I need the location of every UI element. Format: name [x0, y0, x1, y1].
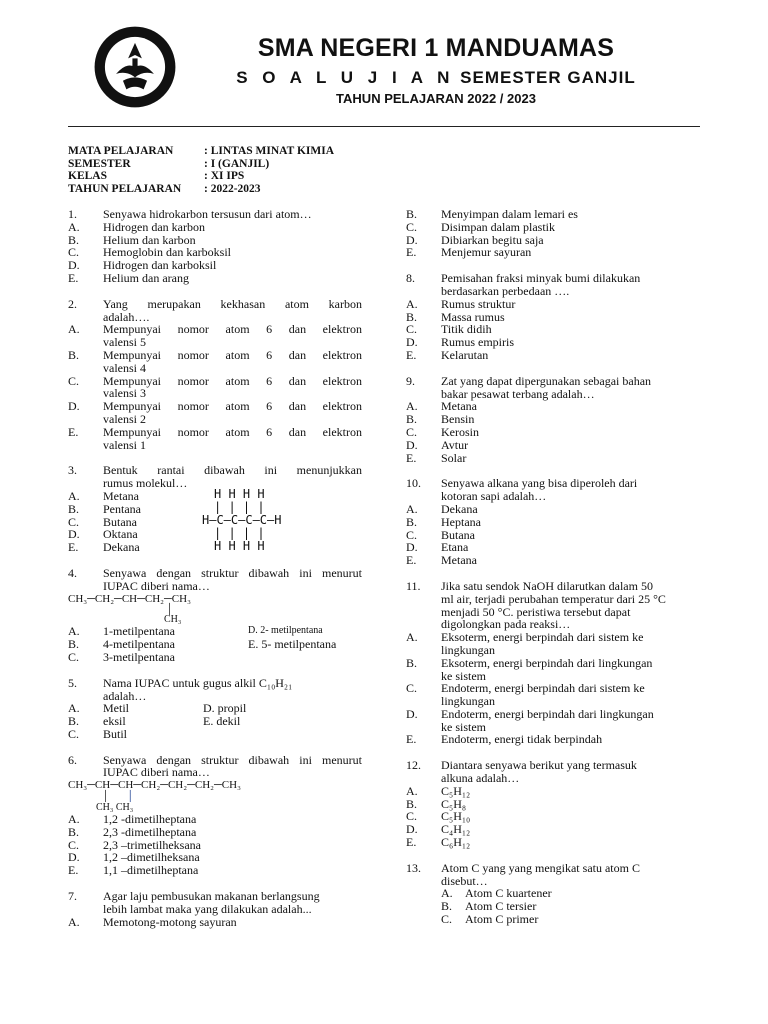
question-7: 7. Agar laju pembusukan makanan berlangsung lebih lambat maka yang dilakukan adalah... A. Memotong-motong sayuran	[68, 889, 320, 929]
question-2: 2. Yang merupakan kekhasan atom karbon adalah…. A. Mempunyai nomor atom 6 dan elektron valensi 5 B. Mempunyai nomor atom 6 dan elektron valensi 4 C. Mempunyai nomor atom 6 dan elektron valensi 3 D. Mempunyai nomor atom 6 dan elektron valensi 2 E. Mempunyai nomor atom 6 dan elektron valensi 1	[68, 296, 362, 452]
question-10: 10. Senyawa alkana yang bisa diperoleh dari kotoran sapi adalah… A. Dekana B. Heptana C. Butana D. Etana E. Metana	[406, 476, 638, 568]
question-4: 4. Senyawa dengan struktur dibawah ini menurut IUPAC diberi nama… CH₃─CH₂─CH─CH₂─CH₃ │ CH₃ A. 1-metilpentana D. 2- metilpentana B. 4-metilpentana E. 5- metilpentana C. 3-metilpentana	[68, 565, 362, 664]
butane-structure: H H H H | | | | H–C–C–C–C–H | | | | H H H H	[202, 487, 282, 553]
question-1: 1. Senyawa hidrokarbon tersusun dari atom… A. Hidrogen dan karbon B. Helium dan karbon C. Hemoglobin dan karboksil D. Hidrogen dan karboksil E. Helium dan arang	[68, 207, 312, 285]
header-divider	[68, 126, 700, 127]
exam-title: S O A L U J I A N SEMESTER GANJIL	[236, 68, 636, 87]
question-12: 12. Diantara senyawa berikut yang termasuk alkuna adalah… A. C₅H₁₂ B. C₅H₈ C. C₅H₁₀ D. C₄H₁₂ E. C₆H₁₂	[406, 758, 637, 850]
question-6: 6. Senyawa dengan struktur dibawah ini menurut IUPAC diberi nama… CH₃─CH─CH─CH₂─CH₂─CH₂─CH₃ │ │ CH₃ CH₃ A. 1,2 -dimetilheptana B. 2,3 -dimetilheptana C. 2,3 –trimetilheksana D. 1,2 –dimetilheksana E. 1,1 –dimetilheptana	[68, 752, 362, 878]
exam-info: MATA PELAJARAN : LINTAS MINAT KIMIA SEMESTER : I (GANJIL) KELAS : XI IPS TAHUN PELAJARAN : 2022-2023	[68, 145, 335, 195]
academic-year: TAHUN PELAJARAN 2022 / 2023	[336, 91, 536, 106]
question-8: 8. Pemisahan fraksi minyak bumi dilakukan berdasarkan perbedaan …. A. Rumus struktur B. Massa rumus C. Titik didih D. Rumus empiris E. Kelarutan	[406, 271, 641, 362]
question-11: 11. Jika satu sendok NaOH dilarutkan dalam 50 ml air, terjadi perubahan temperatur dari 25 °C menjadi 50 °C. peristiwa tersebut dapat digolongkan pada reaksi… A. Eksoterm, energi berpindah dari sistem ke lingkungan B. Eksoterm, energi berpindah dari lingkungan ke sistem C. Endoterm, energi berpindah dari sistem ke lingkungan D. Endoterm, energi berpindah dari lingkungan ke sistem E. Endoterm, energi tidak berpindah	[406, 578, 666, 747]
school-title: SMA NEGERI 1 MANDUAMAS	[257, 34, 615, 62]
question-7-continued: B. Menyimpan dalam lemari es C. Disimpan dalam plastik D. Dibiarkan begitu saja E. Menjemur sayuran	[406, 207, 578, 260]
document-header	[0, 0, 768, 120]
question-9: 9. Zat yang dapat dipergunakan sebagai bahan bakar pesawat terbang adalah… A. Metana B. Bensin C. Kerosin D. Avtur E. Solar	[406, 373, 652, 465]
question-13: 13. Atom C yang yang mengikat satu atom C disebut… A. Atom C kuartener B. Atom C tersier C. Atom C primer	[406, 860, 640, 927]
question-3: 3. Bentuk rantai dibawah ini menunjukkan rumus molekul… A. Metana B. Pentana C. Butana D. Oktana E. Dekana H H H H | | | | H–C–C–C–C–H | | | | H H H H	[68, 463, 362, 555]
question-5: 5. Nama IUPAC untuk gugus alkil C₁₀H₂₁ adalah… A. Metil D. propil B. eksil E. dekil C. Butil	[68, 675, 293, 741]
left-column	[68, 208, 362, 941]
right-column	[406, 208, 700, 939]
